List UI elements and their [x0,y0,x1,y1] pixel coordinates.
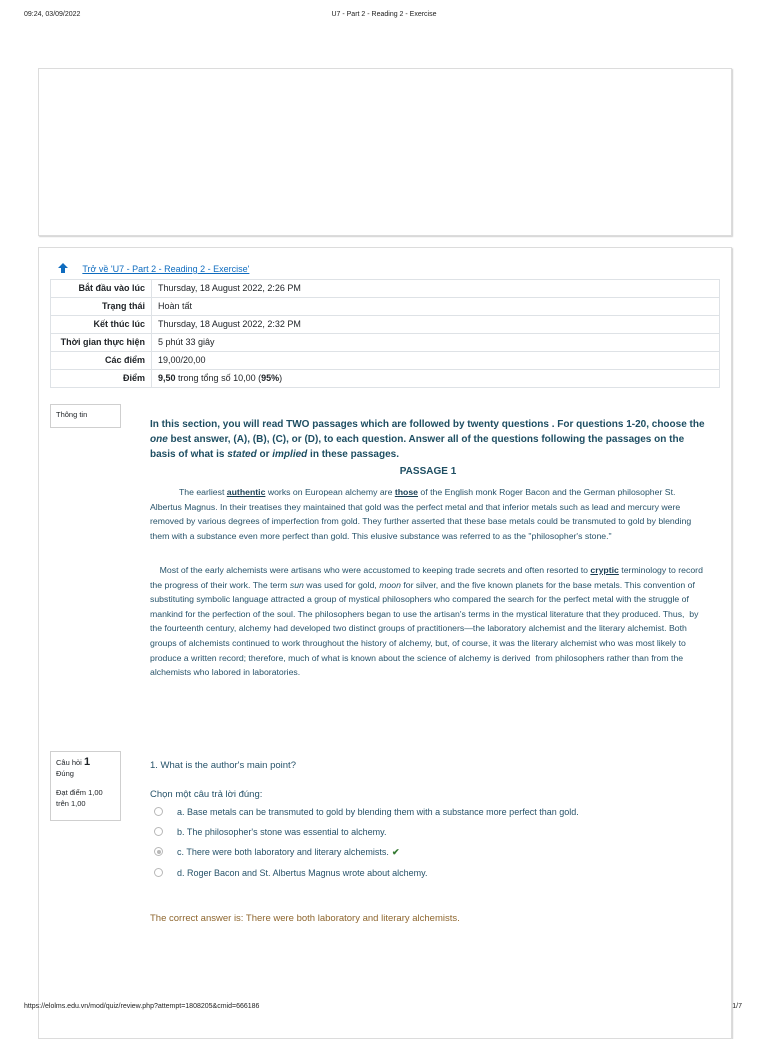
summary-row [51,298,720,316]
intro-emph: implied [272,449,308,460]
intro-text: best answer, (A), (B), (C), or (D), to each question. Answer all of the questions following the passages on the basis of what is [150,434,685,460]
blank-block [38,68,732,236]
para-text: was used for gold, [303,579,380,590]
para-text: for silver, and the five known planets for the base metals. This convention of substituting symbolic language attracted a group of mystical philosophers who compared the search for the perfect metal with the struggle of mankind for the perfection of the soul. The philosophers began to use the artisan's terms in the mystical literature that they produced. Thus, by the fourteenth century, alchemy had developed two distinct groups of practitioners—the laboratory alchemist and the literary alchemist. Both groups of alchemists continued to work throughout the history of alchemy, but, of course, it was the literary alchemist who was most likely to produce a written record; therefore, much of what is known about the science of alchemy is derived from philosophers rather than from the alchemists who labored in laboratories. [150,579,701,678]
question-info-box [50,751,121,821]
section-instructions [150,417,706,462]
info-label: Thông tin [56,410,88,419]
answer-option[interactable] [154,807,579,817]
passage-paragraph [150,563,706,680]
emph-word: sun [289,579,304,590]
para-text: terminology to record the progress of their work. The term [150,565,706,590]
summary-row [51,370,720,388]
highlighted-word: those [394,487,418,497]
intro-text: in these passages. [307,449,399,460]
intro-emph: stated [227,449,257,460]
indent [150,487,179,497]
summary-label: Bắt đầu vào lúc [51,280,152,298]
print-url: https://elolms.edu.vn/mod/quiz/review.php?attempt=1808205&cmid=666186 [24,1003,260,1010]
summary-value: Thursday, 18 August 2022, 2:26 PM [152,280,720,298]
question-label: Câu hỏi [56,758,82,767]
grade-percent: 95% [261,373,280,383]
highlighted-word: authentic [226,487,266,497]
intro-text: In this section, you will read TWO passages which are followed by twenty questions . For questions 1-20, choose the [150,419,705,430]
radio-button[interactable] [154,868,163,877]
print-datetime: 09:24, 03/09/2022 [24,11,81,18]
summary-row [51,352,720,370]
print-page-number: 1/7 [732,1003,742,1010]
summary-label: Kết thúc lúc [51,316,152,334]
radio-button[interactable] [154,807,163,816]
intro-text: or [256,449,273,460]
question-text: 1. What is the author's main point? [150,760,296,771]
answer-prompt: Chọn một câu trả lời đúng: [150,789,263,800]
summary-label: Điểm [51,370,152,388]
back-to-quiz-link[interactable]: Trở về 'U7 - Part 2 - Reading 2 - Exercise' [82,264,250,274]
passage-title: PASSAGE 1 [399,466,457,477]
summary-value: Thursday, 18 August 2022, 2:32 PM [152,316,720,334]
option-label: b. The philosopher's stone was essential to alchemy. [177,827,387,837]
back-link-row[interactable] [58,263,249,274]
summary-row [51,334,720,352]
summary-value: Hoàn tất [152,298,720,316]
para-text: Most of the early alchemists were artisans who were accustomed to keeping trade secrets and often resorted to [150,565,591,575]
para-text: works on European alchemy are [265,487,395,497]
option-label: d. Roger Bacon and St. Albertus Magnus wrote about alchemy. [177,868,428,878]
option-label: a. Base metals can be transmuted to gold by blending them with a substance more perfect than gold. [177,807,579,817]
summary-value: 19,00/20,00 [152,352,720,370]
summary-row [51,316,720,334]
answer-option[interactable] [154,827,387,837]
question-status: Đúng [56,769,74,778]
correct-answer-feedback: The correct answer is: There were both laboratory and literary alchemists. [150,913,460,924]
option-label: c. There were both laboratory and literary alchemists. [177,847,389,857]
checkmark-icon: ✔ [391,847,400,857]
question-number-line [56,757,115,768]
radio-button[interactable] [154,827,163,836]
answer-option[interactable] [154,847,399,858]
grade-value [152,370,720,388]
summary-label: Trạng thái [51,298,152,316]
grade-close: ) [279,373,283,383]
attempt-summary-table [50,279,720,388]
question-number: 1 [83,756,91,768]
summary-label: Các điểm [51,352,152,370]
emph-word: moon [379,579,401,590]
highlighted-word: cryptic [590,565,619,575]
para-text: of the English monk Roger Bacon and the German philosopher St. Albertus Magnus. In their treatises they maintained that gold was the perfect metal and that inferior metals such as lead and mercury were removed by various degrees of imperfection from gold. They further asserted that these base metals could be transmuted to gold by blending them with a substance even more perfect than gold. This elusive substance was referred to as the "philosopher's stone." [150,487,694,541]
print-page-title: U7 - Part 2 - Reading 2 - Exercise [331,11,437,18]
para-text: The earliest [178,487,227,497]
summary-label: Thời gian thực hiện [51,334,152,352]
intro-emph: one [150,434,168,445]
answer-option[interactable] [154,868,427,878]
radio-button-selected[interactable] [154,847,163,856]
question-mark: Đạt điểm 1,00 trên 1,00 [56,788,103,808]
info-box [50,404,121,428]
arrow-up-icon [58,263,68,273]
summary-row [51,280,720,298]
passage-paragraph [150,485,706,543]
summary-value: 5 phút 33 giây [152,334,720,352]
grade-text: trong tổng số 10,00 ( [175,373,262,383]
grade-score: 9,50 [158,373,176,383]
